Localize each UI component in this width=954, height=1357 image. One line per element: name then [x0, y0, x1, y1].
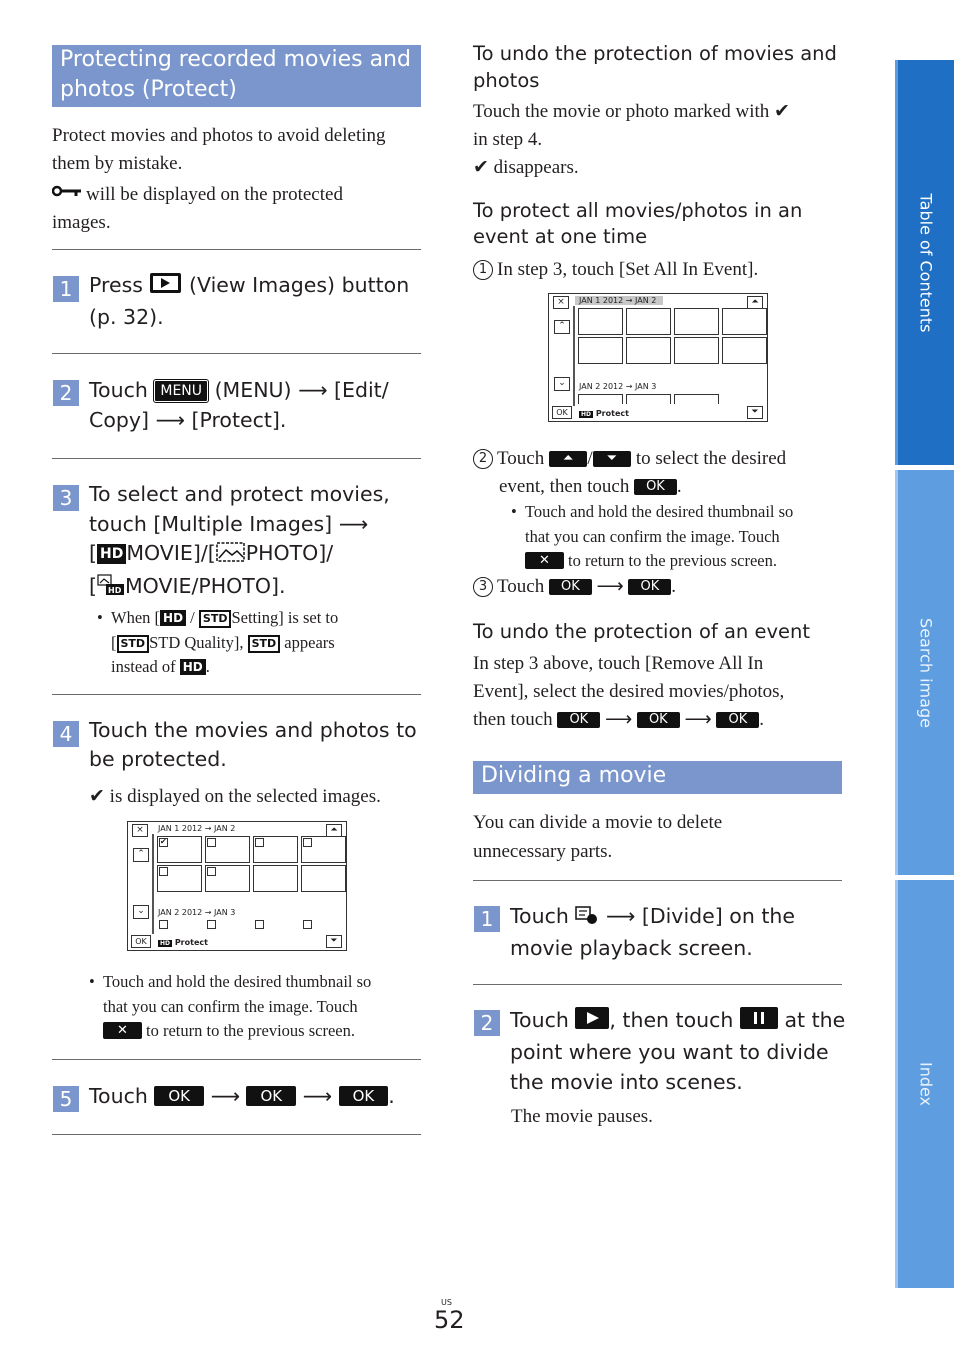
thumbnail-grid: ✔: [153, 836, 345, 892]
key-icon: [52, 178, 82, 206]
divider: [52, 458, 421, 459]
tab-table-of-contents[interactable]: Table of Contents: [895, 60, 954, 465]
close-icon: ×: [132, 824, 148, 837]
divide-step-1-text: Touch ⟶ [Divide] on the movie playback screen.: [510, 904, 795, 960]
protect-all-step-3: 3 Touch OK ⟶ OK .: [473, 573, 853, 601]
region-label: US: [441, 1298, 452, 1307]
divider: [473, 880, 842, 881]
ok-icon: OK: [552, 406, 572, 419]
step-number: 1: [474, 906, 500, 932]
ok-button-icon: OK: [634, 479, 677, 495]
divider: [52, 694, 421, 695]
protect-all-step-1: 1 In step 3, touch [Set All In Event].: [473, 256, 853, 284]
scroll-bottom-icon: ⏷: [326, 935, 342, 948]
step-number: 4: [53, 721, 79, 747]
hd-movie-icon: HD: [97, 544, 126, 564]
edit-icon: [575, 903, 599, 933]
movie-photo-icon: [97, 574, 125, 605]
event-thumbnail-screen: × JAN 1 2012 → JAN 2 ⏶ ⌃ ⌄ JAN 2 2012 → JAN 3 OK HD Protect ⏷: [548, 293, 768, 422]
undo-protection-text: Touch the movie or photo marked with ✔ in step 4. ✔ disappears.: [473, 101, 790, 178]
scroll-bottom-icon: ⏷: [747, 406, 763, 419]
hd-icon: HD: [180, 659, 206, 675]
divider: [52, 1134, 421, 1135]
protect-label: HD Protect: [160, 938, 208, 947]
ok-button-icon: OK: [716, 712, 759, 728]
undo-event-text: In step 3 above, touch [Remove All In Event], select the desired movies/photos, then touch OK ⟶ OK ⟶ OK .: [473, 653, 785, 730]
tab-search-image[interactable]: Search image: [895, 470, 954, 875]
close-button-icon: ✕: [525, 552, 564, 569]
ok-button-icon: OK: [557, 712, 600, 728]
ok-button-icon: OK: [549, 579, 592, 595]
check-icon: ✔: [89, 786, 105, 807]
step-2-text: Touch MENU (MENU) ⟶ [Edit/ Copy] ⟶ [Protect].: [89, 378, 389, 432]
step-number: 3: [53, 485, 79, 511]
pause-icon: [740, 1007, 778, 1037]
divider: [52, 353, 421, 354]
divider: [473, 984, 842, 985]
undo-event-heading: To undo the protection of an event: [473, 620, 811, 643]
ok-icon: OK: [131, 935, 151, 948]
arrow-right-icon: ⟶: [604, 709, 633, 730]
divide-intro: You can divide a movie to delete unnecessary parts.: [473, 812, 723, 862]
close-icon: ×: [553, 296, 569, 309]
view-images-icon: [149, 272, 182, 302]
scroll-up-icon: ⌃: [133, 848, 149, 862]
arrow-right-icon: ⟶: [605, 904, 636, 928]
menu-button-icon: MENU: [154, 380, 208, 402]
std-icon: STD: [117, 635, 150, 653]
divide-step-2-note: The movie pauses.: [511, 1106, 653, 1127]
scroll-down-icon: ⌄: [133, 905, 149, 919]
step-1-text: Press (View Images) button (p. 32).: [89, 273, 410, 329]
protect-all-note: • Touch and hold the desired thumbnail so that you can confirm the image. Touch ✕ to return to the previous screen.: [511, 500, 841, 574]
step-3-text: To select and protect movies, touch [Multiple Images] ⟶ [ HD MOVIE]/[ PHOTO]/ [ HD MOVIE/PHOTO].: [89, 480, 419, 604]
protect-all-heading: To protect all movies/photos in an event at one time: [473, 199, 803, 248]
step-3-note: • When [ HD / STD Setting] is set to [ STD STD Quality], STD appears instead of HD .: [97, 606, 417, 680]
protect-section-header: Protecting recorded movies and photos (Protect): [52, 45, 421, 107]
close-button-icon: ✕: [103, 1022, 142, 1039]
undo-protection-heading: To undo the protection of movies and photos: [473, 42, 837, 92]
next-event-icon: ⏷: [593, 451, 631, 467]
svg-text:HD: HD: [108, 585, 122, 595]
divider: [52, 1059, 421, 1060]
divide-section-header: Dividing a movie: [473, 761, 842, 794]
step-5-text: Touch OK ⟶ OK ⟶ OK .: [89, 1084, 395, 1108]
step-number: 2: [474, 1010, 500, 1036]
step-4-check-line: ✔ is displayed on the selected images.: [89, 786, 381, 807]
thumbnail-screen: × JAN 1 2012 → JAN 2 ⏶ ⌃ ⌄ ✔ JAN 2 2012 → JAN 3 OK HD Protect ⏷: [127, 821, 347, 951]
arrow-right-icon: ⟶: [298, 378, 328, 402]
check-icon: ✔: [774, 101, 790, 122]
scroll-down-icon: ⌄: [554, 377, 570, 391]
play-icon: [575, 1007, 609, 1037]
page-number: 52: [434, 1306, 465, 1334]
step-4-text: Touch the movies and photos to be protected.: [89, 718, 417, 771]
std-icon: STD: [248, 635, 281, 653]
ok-button-icon: OK: [154, 1086, 204, 1106]
arrow-right-icon: ⟶: [210, 1084, 240, 1108]
ok-button-icon: OK: [246, 1086, 296, 1106]
protect-all-step-2: 2 Touch ⏶ / ⏷ to select the desired event, then touch OK .: [473, 445, 853, 501]
arrow-right-icon: ⟶: [596, 576, 624, 597]
protect-intro: Protect movies and photos to avoid deleting them by mistake. will be displayed on the protected images.: [52, 125, 386, 233]
step-number: 1: [53, 276, 79, 302]
arrow-right-icon: ⟶: [684, 709, 712, 730]
std-icon: STD: [199, 610, 232, 628]
check-icon: ✔: [473, 157, 489, 178]
divider: [52, 249, 421, 250]
ok-button-icon: OK: [628, 579, 671, 595]
step-4-note: • Touch and hold the desired thumbnail so that you can confirm the image. Touch ✕ to return to the previous screen.: [89, 970, 419, 1044]
arrow-right-icon: ⟶: [155, 408, 185, 432]
arrow-right-icon: ⟶: [338, 511, 369, 536]
ok-button-icon: OK: [637, 712, 680, 728]
step-number: 2: [53, 380, 79, 406]
ok-button-icon: OK: [339, 1086, 389, 1106]
scroll-top-icon: ⏶: [747, 296, 763, 309]
step-number: 5: [53, 1086, 79, 1112]
divide-step-2-text: Touch , then touch at the point where you want to divide the movie into scenes.: [510, 1008, 846, 1094]
hd-icon: HD: [160, 610, 186, 626]
arrow-right-icon: ⟶: [302, 1084, 333, 1108]
protect-label: HD Protect: [581, 409, 629, 418]
scroll-up-icon: ⌃: [554, 320, 570, 334]
prev-event-icon: ⏶: [549, 451, 587, 467]
photo-icon: [216, 541, 246, 572]
scroll-top-icon: ⏶: [326, 824, 342, 837]
tab-index[interactable]: Index: [895, 880, 954, 1288]
